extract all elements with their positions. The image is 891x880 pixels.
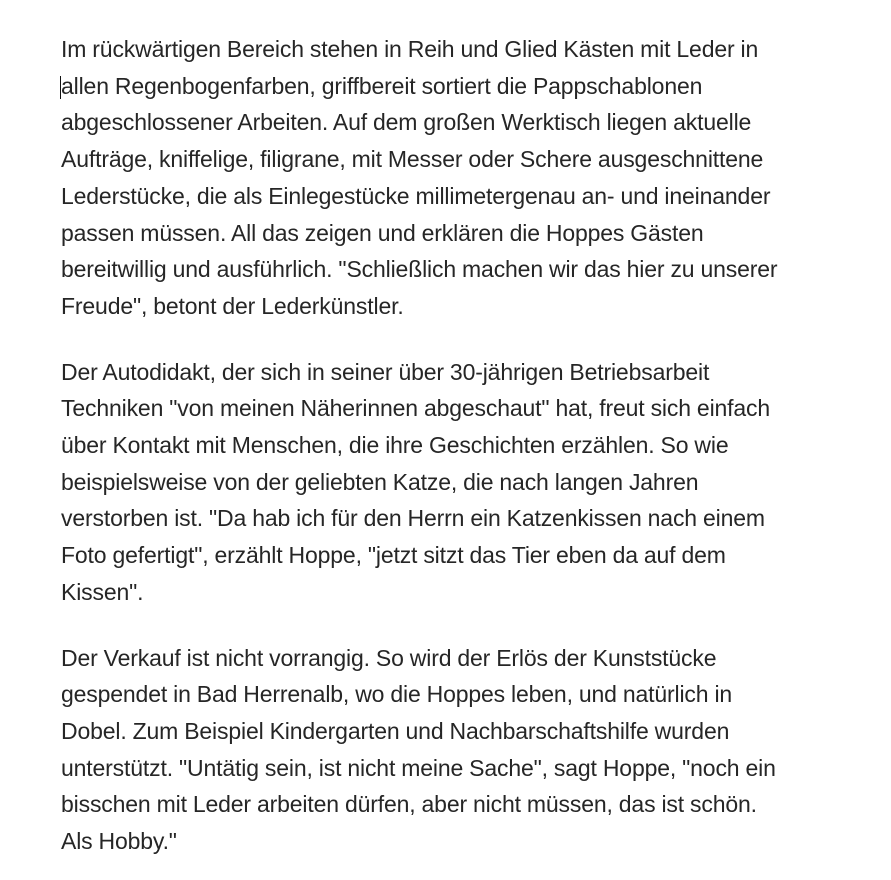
text-line: gespendet in Bad Herrenalb, wo die Hoppes leben, und natürlich in xyxy=(61,681,733,708)
paragraph-1 xyxy=(61,31,861,325)
text-line: Foto gefertigt", erzählt Hoppe, "jetzt sitzt das Tier eben da auf dem xyxy=(61,542,726,569)
text-line: unterstützt. "Untätig sein, ist nicht meine Sache", sagt Hoppe, "noch ein xyxy=(61,754,776,781)
text-line: Lederstücke, die als Einlegestücke millimetergenau an- und ineinander xyxy=(61,182,771,209)
text-line: passen müssen. All das zeigen und erklären die Hoppes Gästen xyxy=(61,219,704,246)
text-line: Der Verkauf ist nicht vorrangig. So wird der Erlös der Kunststücke xyxy=(61,644,717,671)
text-line: bisschen mit Leder arbeiten dürfen, aber nicht müssen, das ist schön. xyxy=(61,791,757,818)
text-line xyxy=(61,68,861,105)
text-line: Kissen". xyxy=(61,578,144,605)
text-line: Freude", betont der Lederkünstler. xyxy=(61,292,404,319)
text-line: Dobel. Zum Beispiel Kindergarten und Nachbarschaftshilfe wurden xyxy=(61,717,730,744)
text-line: Techniken "von meinen Näherinnen abgeschaut" hat, freut sich einfach xyxy=(61,395,771,422)
paragraph-2 xyxy=(61,354,861,611)
text-line: bereitwillig und ausführlich. "Schließlich machen wir das hier zu unserer xyxy=(61,256,778,283)
text-line: Aufträge, kniffelige, filigrane, mit Messer oder Schere ausgeschnittene xyxy=(61,146,764,173)
text-line: verstorben ist. "Da hab ich für den Herrn ein Katzenkissen nach einem xyxy=(61,505,765,532)
text-line: Im rückwärtigen Bereich stehen in Reih und Glied Kästen mit Leder in xyxy=(61,36,759,62)
text-line-content: allen Regenbogenfarben, griffbereit sortiert die Pappschablonen xyxy=(61,72,703,99)
paragraph-3 xyxy=(61,640,861,860)
text-line: Als Hobby." xyxy=(61,828,177,855)
text-line: abgeschlossener Arbeiten. Auf dem großen Werktisch liegen aktuelle xyxy=(61,109,752,136)
text-cursor xyxy=(60,76,61,99)
text-line: Der Autodidakt, der sich in seiner über 30-jährigen Betriebsarbeit xyxy=(61,358,710,385)
article-body xyxy=(61,31,861,860)
text-line: über Kontakt mit Menschen, die ihre Geschichten erzählen. So wie xyxy=(61,432,729,459)
text-line: beispielsweise von der geliebten Katze, die nach langen Jahren xyxy=(61,468,699,495)
